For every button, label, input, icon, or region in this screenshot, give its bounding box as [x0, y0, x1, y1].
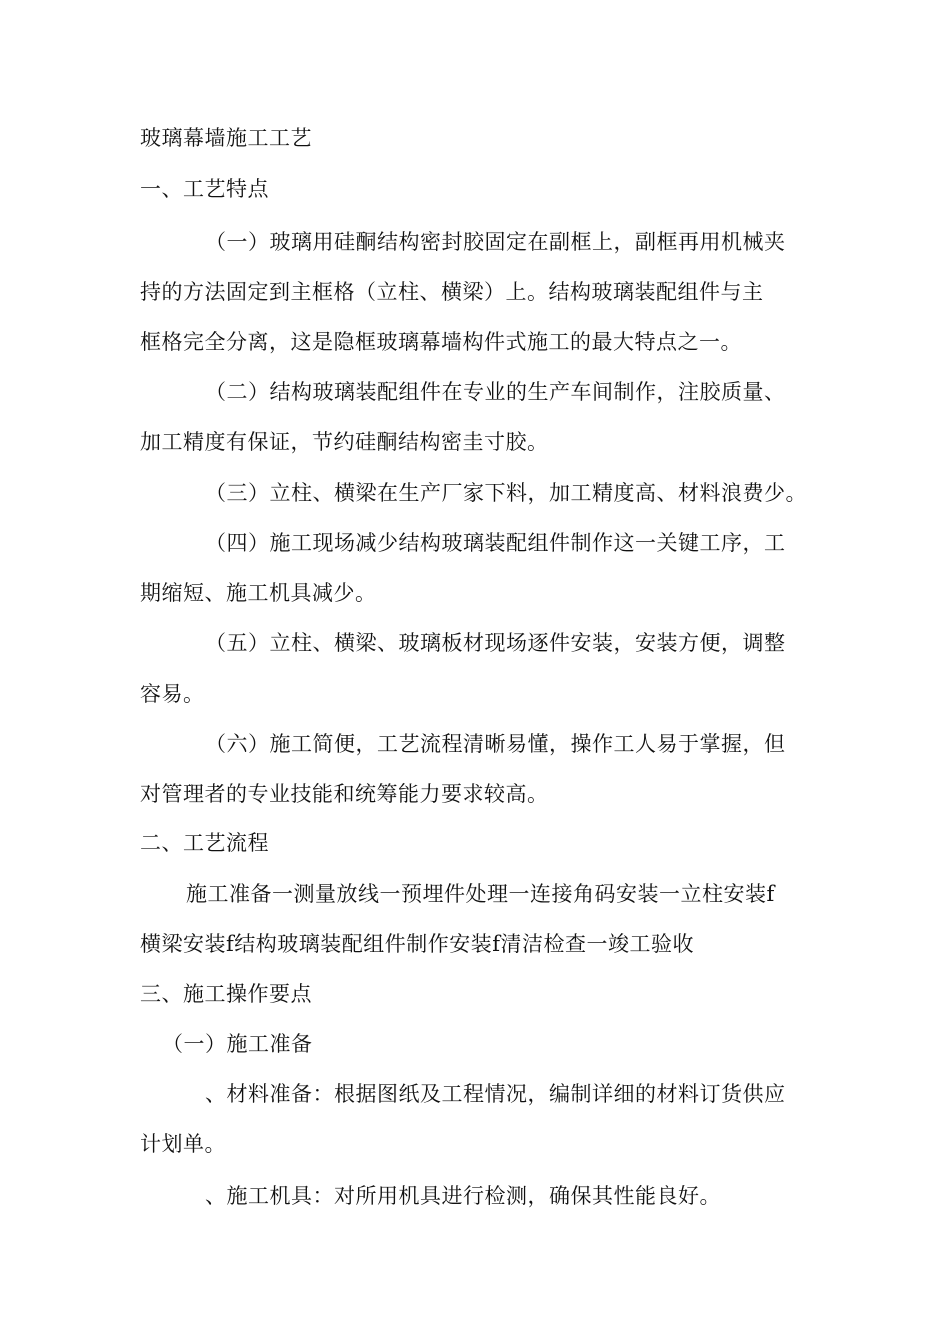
paragraph-line: （三）立柱、横梁在生产厂家下料，加工精度高、材料浪费少。 — [205, 481, 807, 505]
paragraph-line: （二）结构玻璃装配组件在专业的生产车间制作，注胶质量、 — [205, 380, 786, 404]
paragraph-line: （六）施工简便，工艺流程清晰易懂，操作工人易于掌握，但 — [205, 732, 786, 756]
paragraph-line: 、材料准备：根据图纸及工程情况，编制详细的材料订货供应 — [205, 1082, 786, 1106]
paragraph-line: 持的方法固定到主框格（立柱、横梁）上。结构玻璃装配组件与主 — [140, 280, 764, 304]
section-heading-2: 二、工艺流程 — [140, 831, 269, 855]
paragraph-line: （五）立柱、横梁、玻璃板材现场逐件安装，安装方便，调整 — [205, 631, 786, 655]
document-title: 玻璃幕墙施工工艺 — [140, 126, 312, 150]
paragraph-line: 计划单。 — [140, 1132, 226, 1156]
paragraph-line: 加工精度有保证，节约硅酮结构密圭寸胶。 — [140, 430, 549, 454]
paragraph-line: 、施工机具：对所用机具进行检测，确保其性能良好。 — [205, 1184, 721, 1208]
section-heading-1: 一、工艺特点 — [140, 177, 269, 201]
subsection-heading: （一）施工准备 — [162, 1032, 313, 1056]
paragraph-line: 期缩短、施工机具减少。 — [140, 581, 377, 605]
process-flow-line: 施工准备一测量放线一预埋件处理一连接角码安装一立柱安装f — [186, 882, 775, 906]
paragraph-line: （四）施工现场减少结构玻璃装配组件制作这一关键工序，工 — [205, 531, 786, 555]
paragraph-line: 对管理者的专业技能和统筹能力要求较高。 — [140, 782, 549, 806]
paragraph-line: 容易。 — [140, 682, 205, 706]
section-heading-3: 三、施工操作要点 — [140, 982, 312, 1006]
paragraph-line: 框格完全分离，这是隐框玻璃幕墙构件式施工的最大特点之一。 — [140, 330, 742, 354]
paragraph-line: （一）玻璃用硅酮结构密封胶固定在副框上，副框再用机械夹 — [205, 230, 786, 254]
process-flow-line: 横梁安装f结构玻璃装配组件制作安装f清洁检查一竣工验收 — [140, 932, 695, 956]
